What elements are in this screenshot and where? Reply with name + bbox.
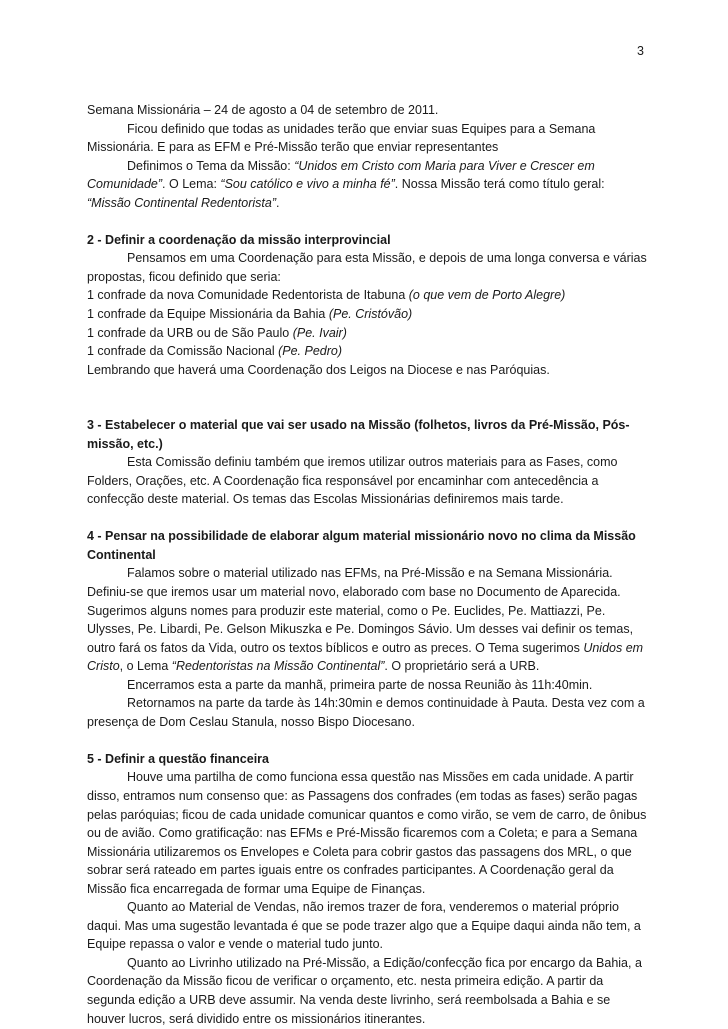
page-number: 3 (637, 44, 644, 58)
section-5-booklet-paragraph: Quanto ao Livrinho utilizado na Pré-Missão, a Edição/confecção fica por encargo da Bahia, a Coordenação da Missão ficou de verificar o orçamento, etc. nesta primeira edição. A partir da segunda edição a URB deve assumir. Na venda deste livrinho, será reembolsada a Bahia e se houver lucros, será dividido entre os missionários itinerantes. (87, 955, 642, 1026)
coordination-item: 1 confrade da Equipe Missionária da Bahia (Pe. Cristóvão) (87, 306, 413, 321)
coordination-item: 1 confrade da Comissão Nacional (Pe. Pedro) (87, 344, 342, 359)
intro-line: Semana Missionária – 24 de agosto a 04 de setembro de 2011. (87, 103, 439, 117)
section-3-paragraph: Esta Comissão definiu também que iremos utilizar outros materiais para as Fases, como Folders, Orações, etc. A Coordenação fica responsável por encaminhar com antecedência a confecção deste material. Os temas das Escolas Missionárias definiremos mais tarde. (87, 455, 618, 507)
section-4-morning-note: Encerramos esta a parte da manhã, primeira parte de nossa Reunião às 11h:40min. (127, 677, 593, 692)
section-4-afternoon-note: Retornamos na parte da tarde às 14h:30min e demos continuidade à Pauta. Desta vez com a presença de Dom Ceslau Stanula, nosso Bispo Diocesano. (87, 696, 645, 729)
coordination-item: 1 confrade da nova Comunidade Redentorista de Itabuna (o que vem de Porto Alegre) (87, 288, 566, 303)
section-2-paragraph: Pensamos em uma Coordenação para esta Missão, e depois de uma longa conversa e várias propostas, ficou definido que seria: (87, 251, 647, 284)
section-5-sales-paragraph: Quanto ao Material de Vendas, não iremos trazer de fora, venderemos o material próprio daqui. Mas uma sugestão levantada é que se pode trazer algo que a Equipe daqui ainda não tem, a Equipe repassa o valor e vende o material tudo junto. (87, 900, 641, 952)
intro-paragraph: Ficou definido que todas as unidades terão que enviar suas Equipes para a Semana Missionária. E para as EFM e Pré-Missão terão que enviar representantes (87, 121, 596, 155)
section-5-paragraph: Houve uma partilha de como funciona essa questão nas Missões em cada unidade. A partir disso, entramos num consenso que: as Passagens dos confrades (em todas as fases) serão pagas pelas paróquias; ficou de cada unidade comunicar quantos e como virão, se vem de carro, de ônibus ou de avião. Como gratificação: nas EFMs e Pré-Missão ficaremos com a Coleta; e para a Semana Missionária utilizaremos os Envelopes e Coleta para cobrir gastos das passagens dos MRL, o que sobrar será rateado em partes iguais entre os confrades participantes. A Coordenação geral da Missão fica encarregada de formar uma Equipe de Finanças. (87, 770, 647, 896)
section-4-paragraph: Falamos sobre o material utilizado nas EFMs, na Pré-Missão e na Semana Missionária. Definiu-se que iremos usar um material novo, elaborado com base no Documento de Aparecida. Sugerimos alguns nomes para produzir este material, como o Pe. Euclides, Pe. Mattiazzi, Pe. Ulysses, Pe. Libardi, Pe. Gelson Mikuszka e Pe. Domingos Sávio. Um desses vai definir os temas, outro fará os fatos da Vida, outro os textos bíblicos e outro as preces. O Tema sugerimos Unidos em Cristo, o Lema “Redentoristas na Missão Continental”. O proprietário será a URB. (87, 566, 644, 674)
section-3-heading: 3 - Estabelecer o material que vai ser usado na Missão (folhetos, livros da Pré-Missão, Pós-missão, etc.) (87, 418, 630, 451)
section-5-heading: 5 - Definir a questão financeira (87, 751, 269, 766)
section-2-note: Lembrando que haverá uma Coordenação dos Leigos na Diocese e nas Paróquias. (87, 362, 550, 377)
theme-paragraph: Definimos o Tema da Missão: “Unidos em Cristo com Maria para Viver e Crescer em Comunidade”. O Lema: “Sou católico e vivo a minha fé”. Nossa Missão terá como título geral: “Missão Continental Redentorista”. (87, 158, 605, 210)
document-body (87, 101, 647, 1028)
section-4-heading: 4 - Pensar na possibilidade de elaborar algum material missionário novo no clima da Missão Continental (87, 529, 636, 562)
coordination-item: 1 confrade da URB ou de São Paulo (Pe. Ivair) (87, 325, 347, 340)
section-2-heading: 2 - Definir a coordenação da missão interprovincial (87, 232, 391, 247)
